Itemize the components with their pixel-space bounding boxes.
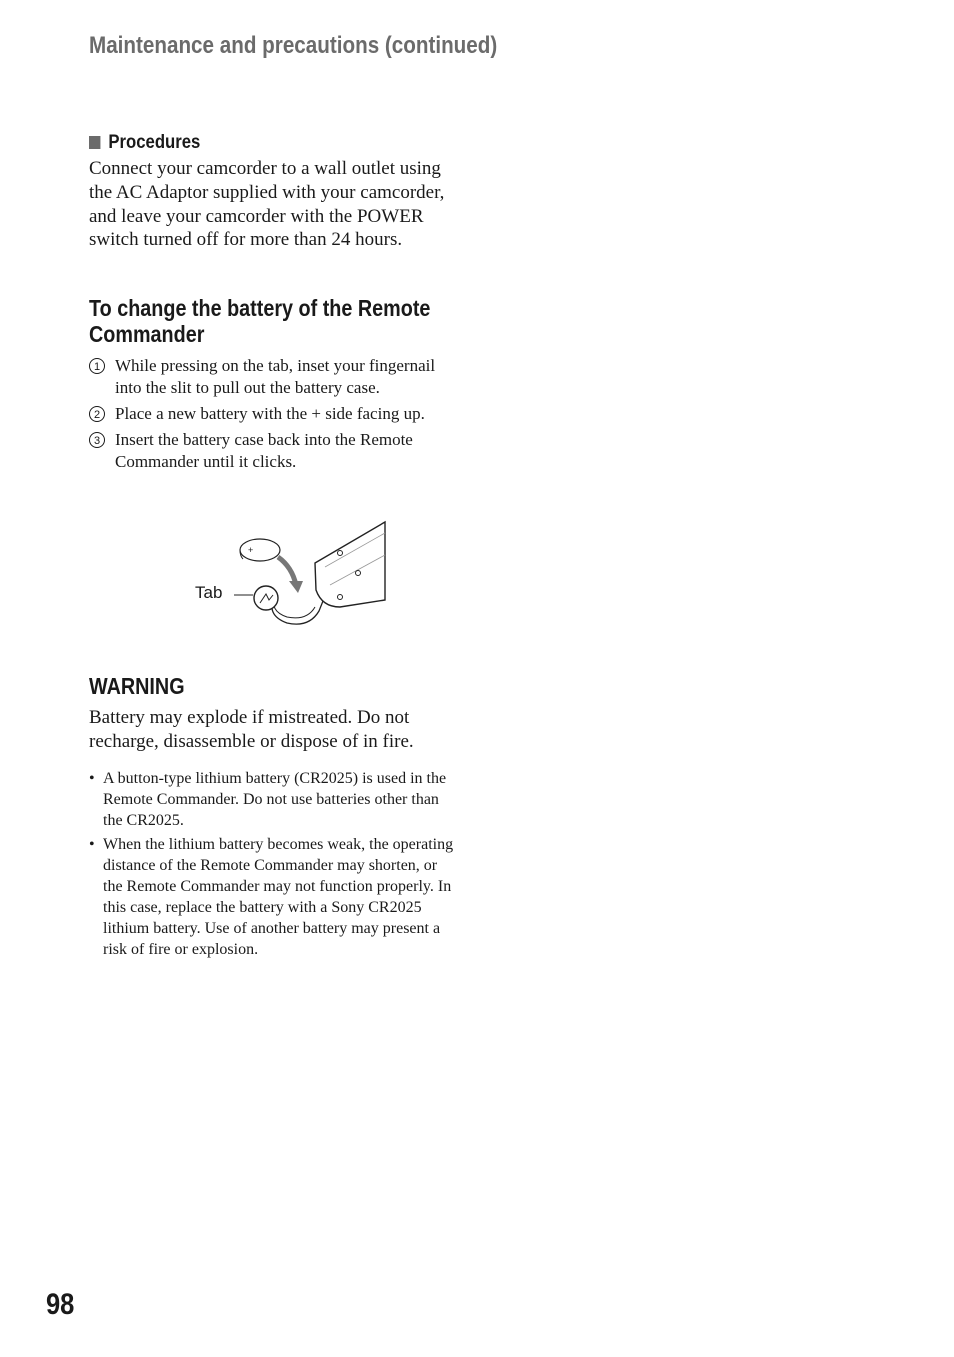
step-number-icon: 2: [89, 406, 105, 422]
page-number: 98: [46, 1288, 75, 1321]
battery-steps-list: [89, 355, 461, 477]
warning-text: Battery may explode if mistreated. Do not recharge, disassemble or dispose of in fire.: [89, 707, 414, 752]
remote-battery-illustration: [190, 515, 390, 630]
procedures-text: Connect your camcorder to a wall outlet using the AC Adaptor supplied with your camcorder, and leave your camcorder with the POWER switch turned off for more than 24 hours.: [89, 158, 445, 251]
step-item: [89, 429, 461, 473]
square-bullet-icon: [89, 136, 100, 149]
step-number-icon: 3: [89, 432, 105, 448]
battery-case: [272, 595, 323, 624]
list-item: • A button-type lithium battery (CR2025) is used in the Remote Commander. Do not use batteries other than the CR2025.: [89, 768, 457, 831]
step-number-icon: 1: [89, 358, 105, 374]
remote-battery-heading: To change the battery of the Remote Commander: [89, 295, 431, 347]
insert-arrow-icon: [278, 557, 296, 585]
step-text: While pressing on the tab, inset your fingernail into the slit to pull out the battery case.: [115, 356, 436, 397]
step-item: [89, 355, 461, 399]
battery-coin-icon: [240, 539, 280, 561]
battery-plus-symbol: +: [248, 545, 254, 555]
procedures-heading: [89, 132, 200, 154]
remote-commander-body: [315, 522, 385, 607]
procedures-heading-text: Procedures: [108, 132, 201, 153]
step-item: [89, 403, 461, 425]
step-text: Insert the battery case back into the Remote Commander until it clicks.: [115, 430, 413, 471]
tab-highlight-icon: [254, 586, 278, 610]
tab-label: Tab: [195, 583, 223, 602]
list-item: • When the lithium battery becomes weak, the operating distance of the Remote Commander may shorten, or the Remote Commander may not function properly. In this case, replace the battery with a Sony CR2025 lithium battery. Use of another battery may present a risk of fire or explosion.: [89, 834, 457, 960]
page-header-title: Maintenance and precautions (continued): [89, 32, 498, 59]
warning-bullets-list: [89, 768, 457, 963]
step-text: Place a new battery with the + side facing up.: [115, 404, 425, 423]
warning-heading: WARNING: [89, 673, 185, 699]
